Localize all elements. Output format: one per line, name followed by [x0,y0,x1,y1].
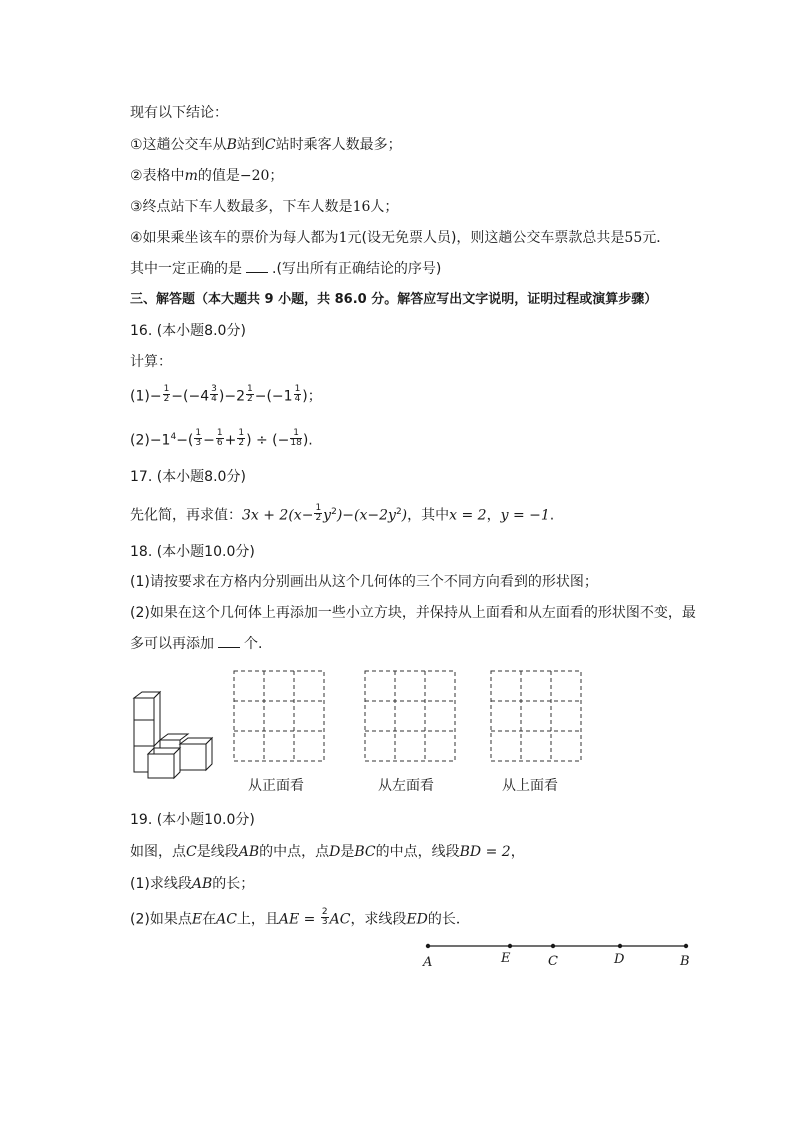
point-c [551,944,555,948]
label-d: D [614,952,625,967]
cube-face [206,738,212,770]
cube-face [134,698,154,720]
label-c: C [548,954,558,969]
q18-part-2-line-1: (2)如果在这个几何体上再添加一些小立方块，并保持从上面看和从左面看的形状图不变，最 [130,605,696,621]
q16-part-1: (1)− $\frac{1}{2}$ −(−4 $\frac{3}{4}$ )−2 $\frac{1}{2}$ −(−1 $\frac{1}{4}$ )； [130,384,322,405]
fraction: $\frac{1}{2}$ [315,503,322,524]
fraction: $\frac{1}{3}$ [195,428,202,449]
caption-front-view: 从正面看 [248,778,304,794]
label-b: B [680,954,690,969]
fraction: $\frac{1}{2}$ [238,428,245,449]
q19-part-2: (2)如果点E在AC上，且AE = $\frac{2}{3}$ AC，求线段ED的长． [130,907,470,928]
point-b [684,944,688,948]
conclusion-prompt: 其中一定正确的是 .(写出所有正确结论的序号) [130,261,442,277]
intro-text: 现有以下结论： [130,105,228,121]
q17-expression: 先化简，再求值：3x + 2(x− $\frac{1}{2}$ $y^2)-(x-2y^2)$，其中x = 2，y = −1. [130,503,555,524]
conclusion-4: ④如果乘坐该车的票价为每人都为1元(设无免票人员)，则这趟公交车票款总共是55元． [130,230,671,246]
fraction: $\frac{1}{6}$ [216,428,223,449]
caption-top-view: 从上面看 [502,778,558,794]
label-e: E [501,951,511,966]
section-heading: 三、解答题（本大题共 9 小题，共 86.0 分。解答应写出文字说明，证明过程或演算步骤） [130,292,658,307]
q18-heading: 18. (本小题10.0分) [130,544,255,560]
fraction: $\frac{2}{3}$ [321,907,328,927]
grid-left-view[interactable] [364,670,458,764]
fraction: $\frac{3}{4}$ [211,384,217,404]
cube-face [154,692,160,746]
fraction: $\frac{1}{2}$ [163,384,170,404]
grid-top-view[interactable] [490,670,584,764]
q16-heading: 16. (本小题8.0分) [130,323,246,339]
q18-part-2-line-2: 多可以再添加 个. [130,636,263,652]
q16-part-2: $(2)-1^4-$( $\frac{1}{3}$ − $\frac{1}{6}$ + $\frac{1}{2}$ ) ÷ (− $\frac{1}{18}$ ). [130,428,313,449]
point-d [618,944,622,948]
cube-solid-figure [128,688,216,780]
point-e [508,944,512,948]
q17-heading: 17. (本小题8.0分) [130,469,246,485]
cube-face [174,748,180,778]
conclusion-2: ②表格中m的值是−20； [130,168,284,184]
q19-heading: 19. (本小题10.0分) [130,812,255,828]
fraction: $\frac{1}{2}$ [246,384,253,404]
q19-part-1: (1)求线段AB的长； [130,876,255,892]
caption-left-view: 从左面看 [378,778,434,794]
cube-face [180,744,206,770]
cube-face [134,720,154,746]
answer-blank-15[interactable] [246,260,268,273]
point-a [426,944,430,948]
cube-face [160,734,188,740]
segment-diagram [418,936,698,972]
cube-face [148,754,174,778]
fraction: $\frac{1}{4}$ [294,384,301,404]
grid-front-view[interactable] [233,670,327,764]
q18-part-1: (1)请按要求在方格内分别画出从这个几何体的三个不同方向看到的形状图； [130,574,598,590]
answer-blank-18[interactable] [218,635,240,648]
q16-instruction: 计算： [130,354,172,370]
label-a: A [423,955,433,970]
q19-statement: 如图，点C是线段AB的中点，点D是BC的中点，线段BD = 2， [130,844,525,860]
conclusion-1: ①这趟公交车从B站到C站时乘客人数最多； [130,137,402,153]
fraction: $\frac{1}{18}$ [290,428,302,449]
conclusion-3: ③终点站下车人数最多，下车人数是16人； [130,199,399,215]
